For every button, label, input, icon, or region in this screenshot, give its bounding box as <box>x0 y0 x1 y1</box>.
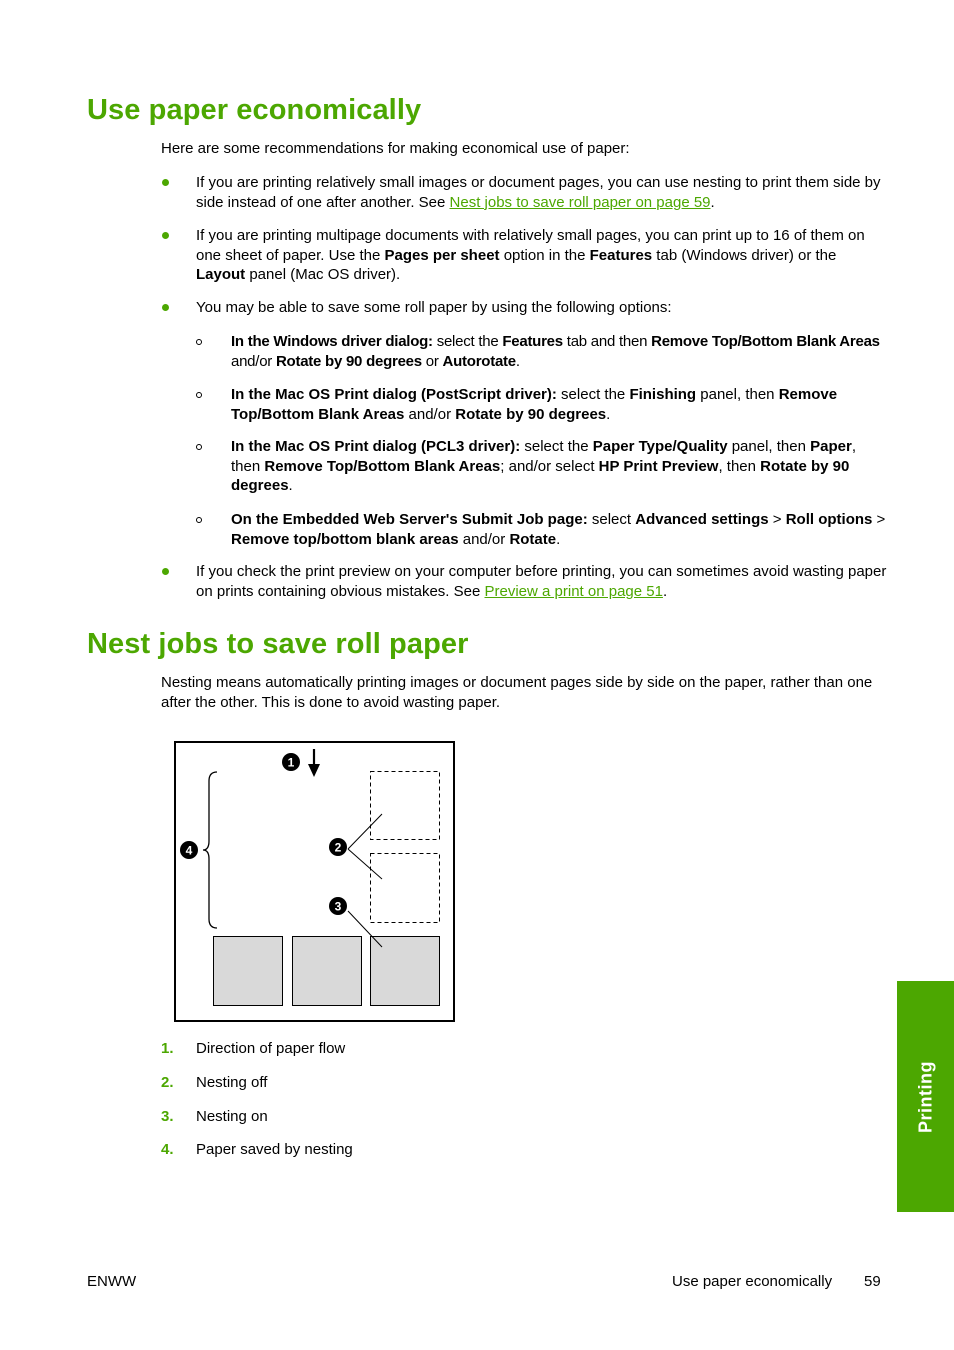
svg-text:1: 1 <box>287 755 295 770</box>
legend-label: Nesting off <box>196 1074 268 1091</box>
sub-item-text: In the Mac OS Print dialog (PostScript driver): select the Finishing panel, then Remove Top/Bottom Blank Areas and/or Rotate by 90 degrees. <box>231 386 838 423</box>
legend-label: Nesting on <box>196 1108 268 1125</box>
svg-text:4: 4 <box>185 843 193 858</box>
sub-item-text: In the Windows driver dialog: select the Features tab and then Remove Top/Bottom Blank Areas and/or Rotate by 90 degrees or Autorotate. <box>231 333 880 370</box>
bullet-text: If you check the print preview on your computer before printing, you can sometimes avoid wasting paper on prints containing obvious mistakes. See Preview a print on page 51. <box>196 563 887 600</box>
link-nest-jobs[interactable]: Nest jobs to save roll paper on page 59 <box>449 193 711 211</box>
callout-3 <box>329 897 347 915</box>
callout-2 <box>329 838 347 856</box>
sub-bullet-icon <box>196 392 202 398</box>
chapter-side-tab-label: Printing <box>915 1060 935 1133</box>
sub-item-text: In the Mac OS Print dialog (PCL3 driver): select the Paper Type/Quality panel, then Paper, then Remove Top/Bottom Blank Areas; and/or select HP Print Preview, then Rotate by 90 degrees. <box>231 438 856 494</box>
svg-text:2: 2 <box>334 840 342 855</box>
callout-4 <box>180 841 198 859</box>
legend-label: Paper saved by nesting <box>196 1141 353 1158</box>
bullet-icon <box>161 226 171 246</box>
nested-page-box <box>293 937 362 1006</box>
callout-1 <box>282 753 300 771</box>
section2-intro: Nesting means automatically printing images or document pages side by side on the paper, rather than one after the other. This is done to avoid wasting paper. <box>161 674 873 711</box>
footer-left: ENWW <box>87 1273 137 1290</box>
section-heading-use-paper: Use paper economically <box>87 94 422 126</box>
legend-number: 2. <box>161 1074 174 1091</box>
section1-intro: Here are some recommendations for making economical use of paper: <box>161 140 630 157</box>
nested-page-box <box>214 937 283 1006</box>
section-heading-nest-jobs: Nest jobs to save roll paper <box>87 628 469 660</box>
nested-page-box <box>371 937 440 1006</box>
bullet-text: If you are printing multipage documents with relatively small pages, you can print up to 16 of them on one sheet of paper. Use the Pages per sheet option in the Features tab (Windows driver) or the Layout panel (Mac OS driver). <box>196 227 865 283</box>
bullet-text: If you are printing relatively small images or document pages, you can use nesting to print them side by side instead of one after another. See Nest jobs to save roll paper on page 59. <box>196 174 881 211</box>
sub-bullet-icon <box>196 339 202 345</box>
sub-bullet-icon <box>196 444 202 450</box>
svg-text:3: 3 <box>334 899 342 914</box>
sub-item-text: On the Embedded Web Server's Submit Job page: select Advanced settings > Roll options > Remove top/bottom blank areas and/or Rotate. <box>231 511 886 548</box>
bullet-icon <box>161 298 171 318</box>
bullet-icon <box>161 173 171 193</box>
sub-bullet-icon <box>196 517 202 523</box>
legend-number: 4. <box>161 1141 174 1158</box>
bullet-text: You may be able to save some roll paper by using the following options: <box>196 299 672 316</box>
legend-number: 3. <box>161 1108 174 1125</box>
footer-page-number: 59 <box>864 1273 881 1290</box>
link-preview-print[interactable]: Preview a print on page 51 <box>484 582 663 600</box>
chapter-side-tab <box>897 981 954 1212</box>
legend-number: 1. <box>161 1040 174 1057</box>
nesting-diagram <box>170 737 460 1027</box>
bullet-icon <box>161 562 171 582</box>
legend-label: Direction of paper flow <box>196 1040 346 1057</box>
footer-section-title: Use paper economically <box>672 1273 833 1290</box>
